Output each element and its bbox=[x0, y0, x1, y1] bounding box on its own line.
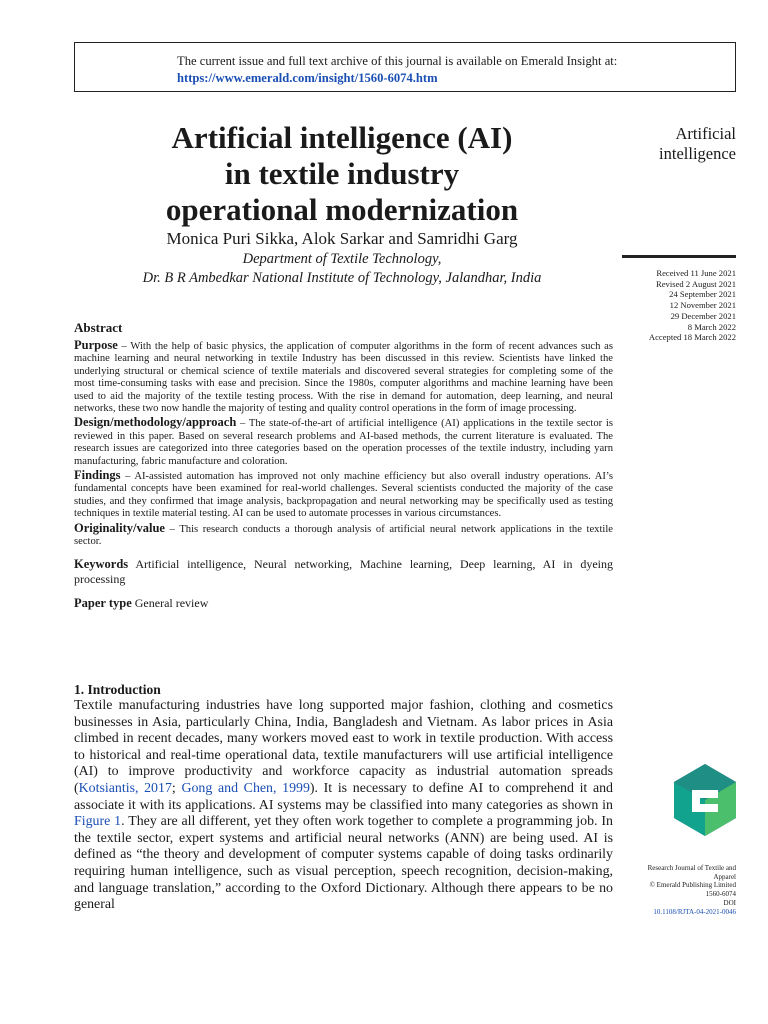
running-title-line: intelligence bbox=[659, 144, 736, 163]
findings-label: Findings bbox=[74, 468, 121, 483]
notice-text: The current issue and full text archive of this journal is available on Emerald Insight at: bbox=[177, 54, 618, 68]
intro-text: ). It is necessary to define AI to comprehend it and associate it with its applications. AI systems may be classified into many categories as shown in bbox=[74, 780, 614, 813]
authors: Monica Puri Sikka, Alok Sarkar and Samridhi Garg bbox=[166, 229, 518, 248]
abstract-design bbox=[74, 416, 613, 468]
journal-info-line: Apparel bbox=[713, 872, 736, 881]
affiliation-line: Department of Textile Technology, bbox=[242, 251, 442, 267]
abstract-purpose bbox=[74, 339, 613, 415]
date-line: 24 September 2021 bbox=[669, 289, 736, 300]
keywords-label: Keywords bbox=[74, 556, 129, 571]
design-label: Design/methodology/approach bbox=[74, 415, 237, 430]
paper-type bbox=[74, 596, 613, 611]
introduction-paragraph bbox=[74, 698, 613, 914]
article-title bbox=[74, 120, 610, 228]
date-line: 29 December 2021 bbox=[670, 310, 736, 321]
date-line: Revised 2 August 2021 bbox=[656, 278, 736, 289]
intro-text: Textile manufacturing industries have long supported major fashion, clothing and cosmetics businesses in Asia, particularly China, India, Bangladesh and Vietnam. As labor prices in Asia climbed in recent decades, many workers moved east to work in textile production. With access to historical and real-time operational data, textile manufacturers will use artificial intelligence (AI) to improve productivity and workforce capacity as industrial automation spreads ( bbox=[74, 698, 613, 796]
submission-dates bbox=[612, 268, 736, 343]
journal-url-link[interactable]: https://www.emerald.com/insight/1560-6074.htm bbox=[177, 71, 438, 85]
paper-type-text: General review bbox=[131, 595, 209, 610]
date-line: 8 March 2022 bbox=[687, 321, 736, 332]
title-line: operational modernization bbox=[165, 192, 519, 227]
title-line: in textile industry bbox=[224, 156, 460, 191]
design-text: – The state-of-the-art of artificial intelligence (AI) applications in the textile sector is reviewed in this paper. Based on several research problems and AI-based methods, the current literature is evaluated. The research issues are categorized into three categories based on the operation processes of the textile industry, including yarn manufacturing, fabric manufacture and coloration. bbox=[74, 418, 613, 467]
intro-text: . They are all different, yet they often work together to complete a programming job. In the textile sector, expert systems and artificial neural networks (ANN) are being used. AI is defined as “the theory and development of computer systems capable of doing tasks ordinarily requiring human intelligence, such as visual perception, speech recognition, decision-making, and language translation,” according to the Oxford Dictionary. Although there appears to be no general bbox=[74, 814, 613, 913]
doi-link[interactable]: 10.1108/RJTA-04-2021-0046 bbox=[653, 907, 736, 916]
title-line: Artificial intelligence (AI) bbox=[171, 120, 513, 155]
date-line: Accepted 18 March 2022 bbox=[648, 332, 736, 343]
margin-divider bbox=[622, 255, 736, 258]
abstract-section bbox=[74, 320, 613, 612]
running-title bbox=[622, 124, 736, 164]
paper-type-label: Paper type bbox=[74, 595, 132, 610]
date-line: Received 11 June 2021 bbox=[656, 268, 736, 278]
journal-info-line: 1560-6074 bbox=[705, 890, 736, 899]
keywords bbox=[74, 557, 613, 588]
introduction-heading: 1. Introduction bbox=[74, 682, 161, 697]
journal-archive-notice bbox=[74, 42, 736, 92]
journal-info-line: Research Journal of Textile and bbox=[647, 864, 736, 872]
abstract-findings bbox=[74, 469, 613, 521]
citation-link[interactable]: Kotsiantis, 2017 bbox=[78, 780, 172, 796]
abstract-heading: Abstract bbox=[74, 320, 123, 335]
journal-info-line: © Emerald Publishing Limited bbox=[649, 881, 736, 890]
findings-text: – AI-assisted automation has improved not only machine efficiency but also overall industry operations. AI’s fundamental concepts have been examined for real-world challenges. Several scientists conducted the majority of the case studies, and they confirmed that image analysis, backpropagation and neural networking may be specifically used as testing techniques in textile material testing. AI can be used to automate processes in various circumstances. bbox=[74, 471, 613, 520]
journal-info bbox=[616, 864, 736, 916]
affiliation bbox=[74, 250, 610, 287]
originality-text: – This research conducts a thorough analysis of artificial neural network applications in the textile sector. bbox=[74, 523, 613, 548]
doi-line bbox=[616, 899, 736, 916]
purpose-label: Purpose bbox=[74, 338, 118, 352]
keywords-text: Artificial intelligence, Neural networking, Machine learning, Deep learning, AI in dyeing processing bbox=[74, 556, 613, 586]
doi-label: DOI bbox=[723, 898, 736, 907]
introduction-section bbox=[74, 682, 613, 914]
originality-label: Originality/value bbox=[74, 520, 165, 535]
citation-link[interactable]: Gong and Chen, 1999 bbox=[181, 780, 310, 796]
date-line: 12 November 2021 bbox=[669, 300, 736, 311]
affiliation-line: Dr. B R Ambedkar National Institute of Technology, Jalandhar, India bbox=[142, 269, 542, 286]
purpose-text: – With the help of basic physics, the application of computer algorithms in the form of recent advances such as machine learning and neural networking in textile Industry has been discussed in this review. Scientists have linked the underlying structural or chemical science of textile materials and discovered several strategies for completing some of the most time-consuming tasks with ease and precision. Since the 1980s, computer algorithms and machine learning have been used to aid the majority of the textile testing process. With the rise in demand for automation, deep learning, and neural networks, these two now handle the majority of testing and quality control operations in the form of image processing. bbox=[74, 341, 613, 415]
figure-link[interactable]: Figure 1 bbox=[74, 814, 122, 830]
running-title-line: Artificial bbox=[675, 124, 736, 143]
abstract-originality bbox=[74, 522, 613, 549]
intro-text: ; bbox=[171, 780, 182, 796]
emerald-publishing-logo-icon bbox=[674, 764, 736, 836]
